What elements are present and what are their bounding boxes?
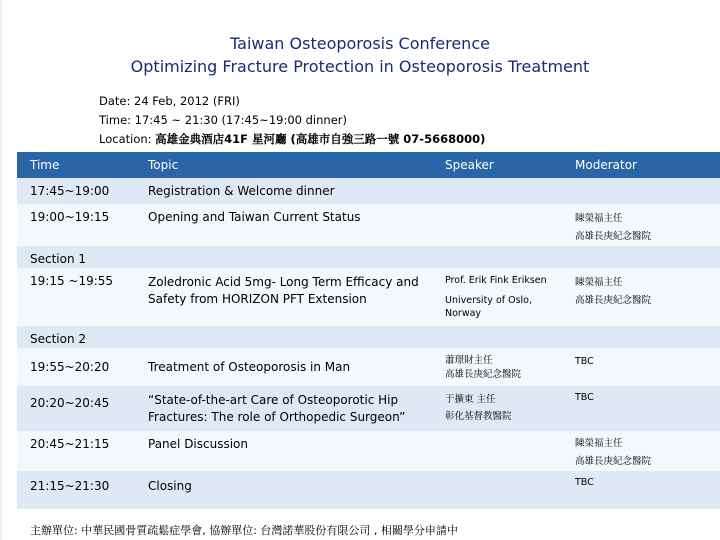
topic-line: Zoledronic Acid 5mg- Long Term Efficacy and (148, 275, 419, 289)
table-row (17, 386, 720, 431)
table-row (17, 348, 720, 386)
row-topic: Registration & Welcome dinner (148, 184, 335, 198)
table-row (17, 204, 720, 246)
section-row (17, 326, 720, 348)
speaker-name: Prof. Erik Fink Eriksen (445, 275, 547, 286)
event-location (99, 130, 485, 149)
speaker-affiliation: 高雄長庚紀念醫院 (445, 369, 522, 380)
conference-title: Taiwan Osteoporosis Conference (230, 34, 490, 53)
header-topic: Topic (148, 158, 179, 172)
row-speaker (432, 204, 562, 246)
speaker-name: 蕭璟財主任 (445, 355, 493, 366)
row-topic: Treatment of Osteoporosis in Man (148, 360, 351, 374)
moderator-name: 陳榮福主任 (575, 277, 623, 288)
row-topic (135, 268, 432, 326)
location-label: Location: (99, 132, 152, 146)
topic-line: “State-of-the-art Care of Osteoporotic Hip (148, 393, 399, 407)
row-time: 19:15 ~19:55 (30, 274, 114, 288)
row-moderator (562, 204, 720, 246)
event-date: Date: 24 Feb, 2012 (FRI) (99, 94, 240, 108)
table-row (17, 471, 720, 509)
agenda-table (17, 152, 720, 509)
footer-organizers: 主辦單位: 中華民國骨質疏鬆症學會, 協辦單位: 台灣諾華股份有限公司 , 相關學分申請中 (30, 524, 458, 537)
table-row (17, 431, 720, 471)
agenda-header-row (17, 152, 720, 178)
topic-line: Fractures: The role of Orthopedic Surgeon” (148, 410, 406, 424)
row-moderator (562, 268, 720, 326)
header-speaker: Speaker (445, 158, 494, 172)
row-moderator (562, 178, 720, 204)
title-block (0, 33, 720, 79)
row-time: 21:15~21:30 (30, 479, 110, 493)
table-row (17, 268, 720, 326)
row-speaker (432, 348, 562, 386)
row-moderator: TBC (575, 477, 594, 488)
speaker-affiliation: 彰化基督教醫院 (445, 411, 512, 422)
row-moderator (562, 431, 720, 471)
page-left-border (0, 0, 2, 540)
location-value: 高雄金典酒店41F 星河廳 (高雄市自強三路一號 07-5668000) (155, 132, 486, 146)
row-topic (135, 386, 432, 431)
moderator-name: 陳榮福主任 (575, 213, 623, 224)
topic-line: Safety from HORIZON PFT Extension (148, 292, 367, 306)
moderator-affiliation: 高雄長庚紀念醫院 (575, 231, 652, 242)
row-speaker (432, 178, 562, 204)
row-speaker (432, 431, 562, 471)
speaker-name: 于擴東 主任 (445, 394, 496, 405)
row-topic: Panel Discussion (148, 437, 249, 451)
row-topic: Closing (148, 479, 192, 493)
row-speaker (432, 471, 562, 509)
row-topic: Opening and Taiwan Current Status (148, 210, 361, 224)
moderator-affiliation: 高雄長庚紀念醫院 (575, 456, 652, 467)
row-time: 19:55~20:20 (30, 360, 110, 374)
conference-subtitle: Optimizing Fracture Protection in Osteoporosis Treatment (130, 57, 590, 76)
event-info (99, 92, 485, 149)
row-time: 17:45~19:00 (30, 184, 110, 198)
moderator-affiliation: 高雄長庚紀念醫院 (575, 295, 652, 306)
row-time: 20:20~20:45 (30, 396, 110, 410)
row-moderator: TBC (575, 356, 594, 367)
row-speaker (432, 386, 562, 431)
row-speaker (432, 268, 562, 326)
speaker-affiliation: University of Oslo, Norway (445, 295, 533, 319)
section-row (17, 246, 720, 268)
table-row (17, 178, 720, 204)
section-label: Section 2 (30, 332, 87, 346)
moderator-name: 陳榮福主任 (575, 438, 623, 449)
header-moderator: Moderator (575, 158, 637, 172)
header-time: Time (30, 158, 60, 172)
section-label: Section 1 (30, 252, 87, 266)
event-time: Time: 17:45 ~ 21:30 (17:45~19:00 dinner) (99, 113, 347, 127)
row-time: 19:00~19:15 (30, 210, 110, 224)
row-moderator: TBC (575, 392, 594, 403)
row-time: 20:45~21:15 (30, 437, 110, 451)
